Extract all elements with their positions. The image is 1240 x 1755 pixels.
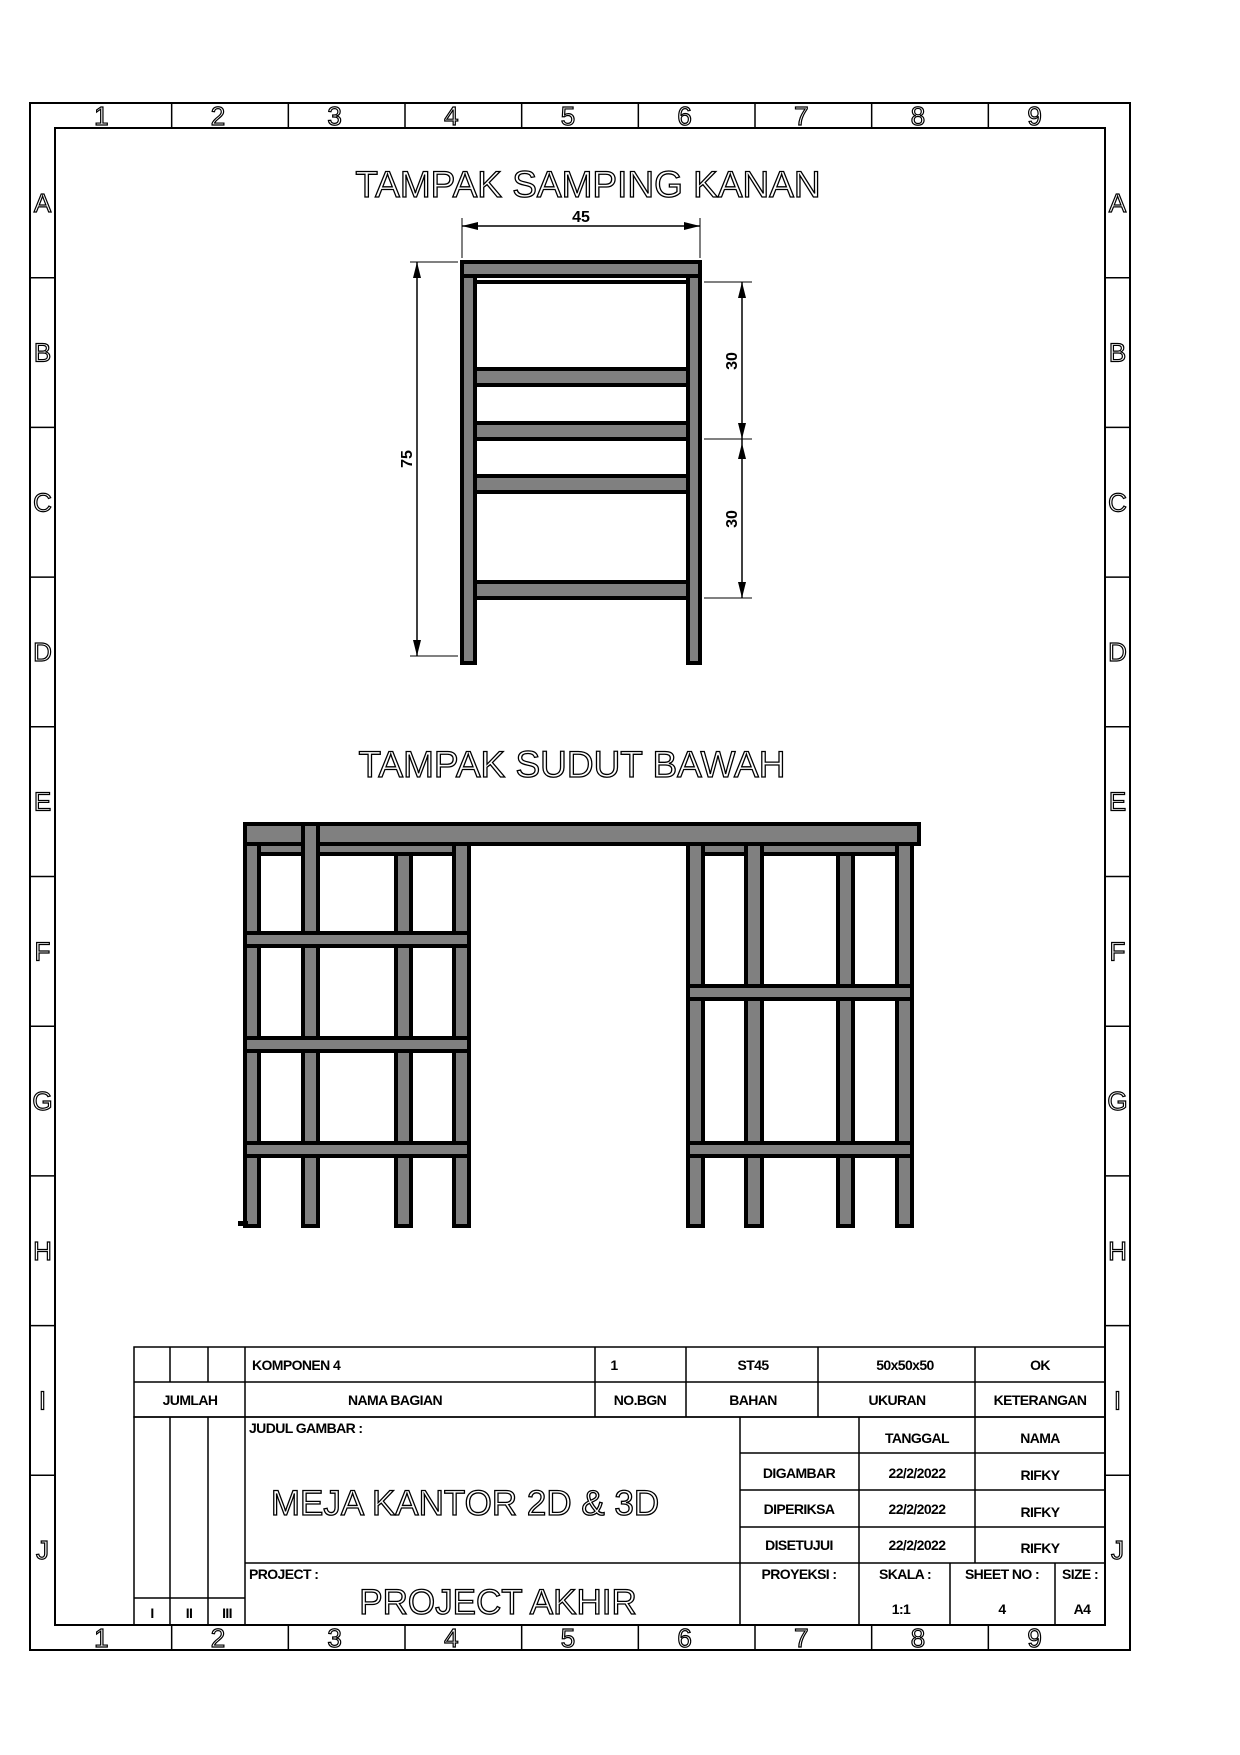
side-inner-top [475, 280, 688, 284]
zone-label-bottom: 6 [677, 1623, 692, 1653]
bottom-vertical [245, 844, 259, 1226]
side-leg-right [688, 276, 700, 663]
dim-arrow [413, 262, 421, 278]
bottom-horizontal [762, 844, 897, 854]
dim-arrow [738, 423, 746, 439]
bottom-foot [238, 1221, 248, 1226]
bottom-horizontal [318, 844, 454, 854]
zone-label-top: 8 [910, 101, 926, 131]
name-header: NAMA [1020, 1430, 1060, 1446]
part-material: ST45 [737, 1357, 769, 1373]
checked-name: RIFKY [1020, 1504, 1060, 1520]
approved-date: 22/2/2022 [888, 1537, 946, 1553]
checked-label: DIPERIKSA [763, 1501, 835, 1517]
part-name: KOMPONEN 4 [252, 1357, 341, 1373]
zone-label-right: A [1108, 187, 1127, 218]
side-view [399, 209, 752, 663]
bottom-top-plate [245, 824, 919, 844]
bottom-vertical [897, 844, 912, 1226]
zone-label-right: C [1108, 487, 1127, 518]
dim-arrow [738, 443, 746, 459]
zone-label-left: F [34, 936, 51, 967]
bottom-vertical [746, 844, 762, 1226]
zone-label-right: D [1108, 636, 1127, 667]
drawing-title: MEJA KANTOR 2D & 3D [270, 1484, 660, 1523]
date-header: TANGGAL [885, 1430, 949, 1446]
side-cross-bar [475, 423, 688, 439]
zone-markers [30, 101, 1130, 1653]
projection-label: PROYEKSI : [761, 1566, 837, 1582]
side-cross-bar [475, 476, 688, 492]
roman-numeral: I [150, 1605, 154, 1621]
drawn-date: 22/2/2022 [888, 1465, 946, 1481]
sheet-value: 4 [998, 1601, 1006, 1617]
drawing-title-label: JUDUL GAMBAR : [249, 1420, 363, 1436]
dim-arrow [684, 222, 700, 230]
approved-label: DISETUJUI [765, 1537, 833, 1553]
zone-label-right: J [1111, 1535, 1124, 1566]
zone-label-left: J [36, 1535, 49, 1566]
zone-label-top: 6 [677, 101, 692, 131]
zone-label-top: 3 [327, 101, 342, 131]
zone-label-top: 4 [444, 101, 459, 131]
sheet-label: SHEET NO : [964, 1566, 1040, 1582]
side-cross-bar [475, 369, 688, 385]
zone-label-left: D [33, 636, 52, 667]
zone-label-bottom: 1 [94, 1623, 109, 1653]
roman-numeral: II [185, 1605, 193, 1621]
scale-value: 1:1 [891, 1601, 911, 1617]
side-leg-left [462, 276, 475, 663]
bottom-horizontal [245, 1038, 469, 1051]
size-value: A4 [1073, 1601, 1091, 1617]
zone-label-left: I [38, 1385, 47, 1416]
dim-arrow [738, 282, 746, 298]
zone-label-left: G [32, 1086, 53, 1117]
zone-label-left: E [33, 786, 52, 817]
bottom-view-title: TAMPAK SUDUT BAWAH [358, 744, 786, 785]
zone-label-top: 2 [210, 101, 226, 131]
dim-arrow [462, 222, 478, 230]
zone-label-top: 5 [560, 101, 576, 131]
project-name: PROJECT AKHIR [359, 1583, 637, 1622]
side-view-title: TAMPAK SAMPING KANAN [355, 164, 821, 205]
bottom-vertical [838, 844, 853, 1226]
dim-arrow [413, 640, 421, 656]
zone-label-right: I [1113, 1385, 1122, 1416]
header-size: UKURAN [868, 1392, 926, 1408]
part-number: 1 [610, 1357, 618, 1373]
zone-label-right: G [1107, 1086, 1128, 1117]
bottom-horizontal [245, 1143, 469, 1156]
zone-label-left: C [33, 487, 52, 518]
approved-name: RIFKY [1020, 1540, 1060, 1556]
checked-date: 22/2/2022 [888, 1501, 946, 1517]
header-qty: JUMLAH [162, 1392, 218, 1408]
header-note: KETERANGAN [993, 1392, 1087, 1408]
zone-label-top: 1 [94, 101, 109, 131]
part-size: 50x50x50 [876, 1357, 934, 1373]
zone-label-left: B [33, 337, 52, 368]
zone-label-top: 7 [794, 101, 809, 131]
bottom-vertical [396, 844, 411, 1226]
part-note: OK [1030, 1357, 1050, 1373]
project-label: PROJECT : [249, 1566, 319, 1582]
header-no: NO.BGN [613, 1392, 667, 1408]
side-cross-bar [475, 582, 688, 598]
zone-label-bottom: 7 [794, 1623, 809, 1653]
bottom-horizontal [259, 844, 303, 854]
dim-upper-label: 30 [724, 352, 741, 370]
zone-label-right: H [1108, 1235, 1127, 1266]
zone-label-bottom: 9 [1027, 1623, 1042, 1653]
zone-label-bottom: 5 [560, 1623, 576, 1653]
roman-numeral: III [222, 1605, 232, 1621]
bottom-horizontal [688, 986, 912, 999]
zone-label-right: F [1109, 936, 1126, 967]
bottom-vertical [454, 844, 469, 1226]
header-material: BAHAN [729, 1392, 777, 1408]
zone-label-right: B [1108, 337, 1127, 368]
size-label: SIZE : [1061, 1566, 1099, 1582]
dim-height-label: 75 [399, 450, 416, 468]
bottom-horizontal [245, 933, 469, 946]
zone-label-right: E [1108, 786, 1127, 817]
bottom-vertical [688, 844, 703, 1226]
zone-label-bottom: 8 [910, 1623, 926, 1653]
scale-label: SKALA : [878, 1566, 932, 1582]
dim-width-label: 45 [572, 209, 590, 226]
zone-label-left: A [33, 187, 52, 218]
zone-label-top: 9 [1027, 101, 1042, 131]
drawn-label: DIGAMBAR [762, 1465, 836, 1481]
outer-border [30, 103, 1130, 1650]
bottom-vertical [303, 824, 318, 1226]
zone-label-bottom: 3 [327, 1623, 342, 1653]
zone-label-bottom: 2 [210, 1623, 226, 1653]
bottom-horizontal [688, 1143, 912, 1156]
dim-arrow [738, 582, 746, 598]
header-name: NAMA BAGIAN [348, 1392, 442, 1408]
bottom-horizontal [703, 844, 746, 854]
dim-lower-label: 30 [724, 510, 741, 528]
zone-label-bottom: 4 [444, 1623, 459, 1653]
drawn-name: RIFKY [1020, 1467, 1060, 1483]
bottom-view [238, 824, 919, 1226]
zone-label-left: H [33, 1235, 52, 1266]
side-top-plate [462, 262, 700, 276]
